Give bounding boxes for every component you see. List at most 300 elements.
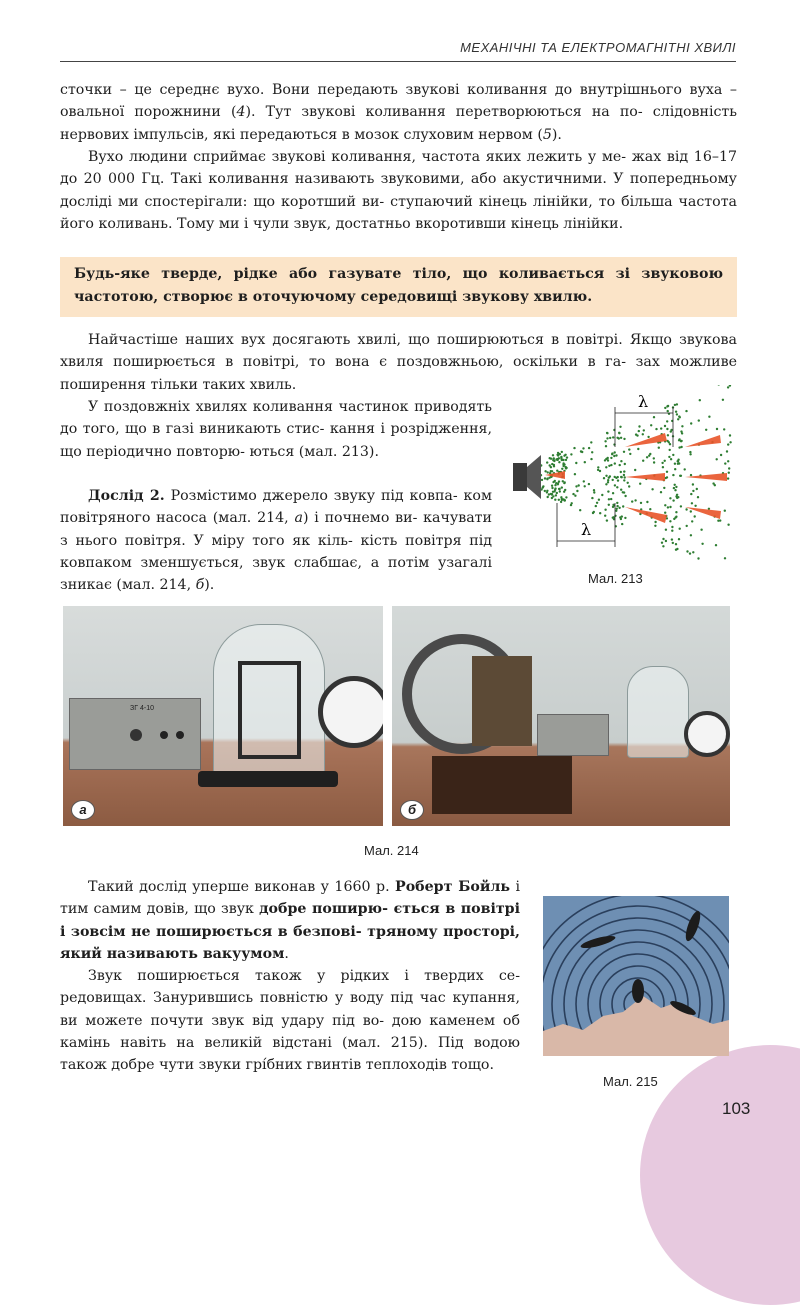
air-particle: [563, 491, 565, 493]
figure-213-diagram: [505, 385, 737, 570]
air-particle: [565, 496, 567, 498]
diver-bottom-center: [632, 979, 644, 1003]
air-particle: [728, 467, 730, 469]
air-particle: [612, 479, 614, 481]
air-particle: [664, 512, 666, 514]
air-particle: [675, 411, 677, 413]
air-particle: [590, 458, 592, 460]
air-particle: [596, 502, 598, 504]
air-particle: [610, 498, 612, 500]
air-particle: [601, 494, 603, 496]
air-particle: [605, 445, 607, 447]
sound-generator-small: [537, 714, 609, 756]
air-particle: [658, 447, 660, 449]
air-particle: [679, 416, 681, 418]
air-particle: [664, 407, 666, 409]
air-particle: [673, 518, 675, 520]
air-particle: [679, 528, 681, 530]
air-particle: [678, 538, 680, 540]
air-particle: [667, 434, 669, 436]
air-particle: [609, 437, 611, 439]
device-label: ЗГ 4-10: [130, 705, 154, 712]
air-particle: [554, 480, 556, 482]
air-particle: [575, 462, 577, 464]
air-particle: [623, 470, 625, 472]
air-particle: [561, 459, 563, 461]
air-particle: [634, 499, 636, 501]
air-particle: [690, 493, 692, 495]
air-particle: [556, 492, 558, 494]
paragraph-liquids-solids: Звук поширюється також у рідких і твердих се- редовищах. Занурившись повністю у воду під час купання, ви можете почути звук від удару під во- дою каменем об камінь навіть на великій відстані (мал. 215). Під водою також добре чути звуки грíбних гвинтів теплоходів тощо.: [60, 968, 520, 1074]
air-particle: [548, 493, 550, 495]
air-particle: [551, 497, 553, 499]
air-particle: [561, 468, 563, 470]
air-particle: [597, 466, 599, 468]
air-particle: [685, 410, 687, 412]
air-particle: [634, 469, 636, 471]
speaker-icon: [513, 463, 527, 491]
air-particle: [669, 506, 671, 508]
air-particle: [597, 469, 599, 471]
air-particle: [672, 474, 674, 476]
air-particle: [619, 464, 621, 466]
air-particle: [667, 410, 669, 412]
air-particle: [593, 489, 595, 491]
air-particle: [595, 505, 597, 507]
air-particle: [665, 540, 667, 542]
air-particle: [650, 424, 652, 426]
air-particle: [541, 479, 543, 481]
air-particle: [668, 456, 670, 458]
paragraph-air-waves: Найчастіше наших вух досягають хвилі, що поширюються в повітрі. Якщо звукова хвиля поширюється в повітрі, то вона є поздовжньою, оскільки в га- зах можливе поширення тільки таких хвиль.: [60, 332, 737, 393]
device-terminal: [160, 731, 168, 739]
air-particle: [669, 497, 671, 499]
air-particle: [612, 516, 614, 518]
air-particle: [562, 465, 564, 467]
air-particle: [686, 550, 688, 552]
experiment-title: Дослід 2.: [88, 488, 165, 504]
air-particle: [671, 526, 673, 528]
air-particle: [672, 542, 674, 544]
air-particle: [698, 419, 700, 421]
air-particle: [617, 479, 619, 481]
air-particle: [653, 461, 655, 463]
air-particle: [689, 552, 691, 554]
paragraph-audible-range: Вухо людини сприймає звукові коливання, частота яких лежить у ме- жах від 16–17 до 20 000 Гц. Такі коливання називають звуковими, або акустичними. У попередньому досліді ми спостерігали: що коротший ви- ступаючий кінець лінійки, то більша частота його коливань. Тому ми і чули звук, достатньо вкоротивши кінець лінійки.: [60, 149, 737, 232]
figure-213-caption: Мал. 213: [588, 571, 643, 586]
air-particle: [605, 466, 607, 468]
text-run: ).: [204, 577, 215, 594]
air-particle: [551, 485, 553, 487]
air-particle: [684, 468, 686, 470]
air-particle: [686, 525, 688, 527]
air-particle: [691, 502, 693, 504]
text-run: сточки – це середнє вухо. Вони передають звукові коливання до внутрішнього: [60, 82, 682, 98]
air-particle: [616, 508, 618, 510]
air-particle: [556, 470, 558, 472]
air-particle: [591, 451, 593, 453]
air-particle: [716, 428, 718, 430]
air-particle: [675, 511, 677, 513]
air-particle: [560, 456, 562, 458]
text-run: ).: [551, 126, 562, 143]
air-particle: [544, 490, 546, 492]
air-particle: [620, 437, 622, 439]
air-particle: [638, 430, 640, 432]
air-particle: [623, 451, 625, 453]
running-header: [60, 40, 736, 62]
air-particle: [666, 420, 668, 422]
text-run: 4: [236, 104, 246, 121]
air-particle: [558, 499, 560, 501]
bell-mechanism: [238, 661, 301, 759]
air-particle: [618, 432, 620, 434]
air-particle: [642, 433, 644, 435]
air-particle: [646, 501, 648, 503]
air-particle: [640, 502, 642, 504]
air-particle: [694, 515, 696, 517]
air-particle: [676, 403, 678, 405]
air-particle: [554, 499, 556, 501]
air-particle: [676, 413, 678, 415]
air-particle: [620, 471, 622, 473]
figure-215-diagram: [543, 896, 729, 1056]
air-particle: [579, 509, 581, 511]
air-particle: [573, 447, 575, 449]
air-particle: [549, 464, 551, 466]
air-particle: [564, 454, 566, 456]
air-particle: [606, 437, 608, 439]
air-particle: [624, 517, 626, 519]
air-particle: [618, 507, 620, 509]
air-particle: [680, 475, 682, 477]
air-particle: [727, 460, 729, 462]
text-run: 5: [542, 126, 552, 143]
air-particle: [574, 473, 576, 475]
air-particle: [667, 506, 669, 508]
air-particle: [590, 441, 592, 443]
air-particle: [692, 483, 694, 485]
air-particle: [546, 478, 548, 480]
air-particle: [646, 456, 648, 458]
air-particle: [615, 454, 617, 456]
air-particle: [681, 425, 683, 427]
air-particle: [672, 499, 674, 501]
key-conclusion: добре поширю- ється в повітрі і зовсім не поширюється в безпові- тряному просторі, який називають вакуумом: [60, 901, 520, 962]
air-particle: [553, 490, 555, 492]
pressure-gauge-small: [684, 711, 730, 757]
figure-214a-photo: [63, 606, 383, 826]
air-particle: [563, 499, 565, 501]
speaker-cone: [527, 455, 541, 499]
air-particle: [588, 447, 590, 449]
air-particle: [666, 405, 668, 407]
air-particle: [674, 489, 676, 491]
air-particle: [662, 466, 664, 468]
text-run: .: [284, 945, 289, 962]
air-particle: [559, 490, 561, 492]
air-particle: [623, 479, 625, 481]
air-particle: [690, 474, 692, 476]
air-particle: [620, 476, 622, 478]
air-particle: [619, 426, 621, 428]
air-particle: [544, 477, 546, 479]
page-corner-decoration: [640, 1045, 800, 1305]
air-particle: [676, 548, 678, 550]
air-particle: [552, 454, 554, 456]
air-particle: [692, 490, 694, 492]
air-particle: [722, 399, 724, 401]
air-particle: [671, 530, 673, 532]
air-particle: [622, 505, 624, 507]
air-particle: [542, 486, 544, 488]
air-particle: [556, 454, 558, 456]
air-particle: [551, 470, 553, 472]
air-particle: [677, 418, 679, 420]
air-particle: [671, 538, 673, 540]
air-particle: [718, 385, 720, 386]
air-particle: [611, 453, 613, 455]
paragraph-longitudinal: У поздовжніх хвилях коливання частинок приводять до того, що в газі виникають стис- кання і розрідження, що періодично повторю- ються (мал. 213).: [60, 399, 492, 460]
air-particle: [581, 451, 583, 453]
air-particle: [591, 497, 593, 499]
air-particle: [576, 490, 578, 492]
air-particle: [673, 487, 675, 489]
air-particle: [727, 524, 729, 526]
air-particle: [700, 529, 702, 531]
air-particle: [558, 461, 560, 463]
air-particle: [697, 557, 699, 559]
air-particle: [669, 449, 671, 451]
air-particle: [624, 476, 626, 478]
air-particle: [674, 484, 676, 486]
air-particle: [582, 447, 584, 449]
air-particle: [604, 440, 606, 442]
air-particle: [555, 482, 557, 484]
air-particle: [605, 483, 607, 485]
air-particle: [651, 488, 653, 490]
air-particle: [672, 454, 674, 456]
air-particle: [678, 446, 680, 448]
air-particle: [623, 474, 625, 476]
air-particle: [724, 462, 726, 464]
air-particle: [607, 479, 609, 481]
bell-jar-small: [627, 666, 689, 758]
air-particle: [612, 436, 614, 438]
air-particle: [647, 436, 649, 438]
air-particle: [584, 461, 586, 463]
text-run: ) і почнемо ви- качувати з нього повітря. У міру того як кіль- кість повітря під ковпаком зменшується, звук слабшає, а потім узагалі зникає (мал. 214,: [60, 510, 492, 594]
air-particle: [694, 505, 696, 507]
figure-215-caption: Мал. 215: [603, 1074, 658, 1089]
air-particle: [621, 523, 623, 525]
air-particle: [592, 512, 594, 514]
air-particle: [606, 519, 608, 521]
air-particle: [653, 416, 655, 418]
air-particle: [689, 453, 691, 455]
air-particle: [608, 477, 610, 479]
air-particle: [666, 428, 668, 430]
air-particle: [565, 459, 567, 461]
air-particle: [606, 432, 608, 434]
air-particle: [598, 499, 600, 501]
air-particle: [572, 493, 574, 495]
air-particle: [575, 485, 577, 487]
air-particle: [677, 460, 679, 462]
air-particle: [547, 496, 549, 498]
paragraph-boyle: [60, 876, 520, 965]
air-particle: [697, 496, 699, 498]
air-particle: [584, 485, 586, 487]
air-particle: [621, 515, 623, 517]
air-particle: [599, 512, 601, 514]
air-particle: [676, 496, 678, 498]
page-number: 103: [722, 1099, 751, 1118]
air-particle: [655, 428, 657, 430]
air-particle: [690, 422, 692, 424]
air-particle: [701, 543, 703, 545]
air-particle: [690, 534, 692, 536]
air-particle: [680, 430, 682, 432]
air-particle: [660, 427, 662, 429]
air-particle: [565, 467, 567, 469]
air-particle: [715, 544, 717, 546]
key-statement-box: Будь-яке тверде, рідке або газувате тіло, що коливається зі звуковою частотою, створює в оточуючому середовищі звукову хвилю.: [60, 257, 737, 317]
air-particle: [593, 491, 595, 493]
air-particle: [712, 482, 714, 484]
air-particle: [547, 471, 549, 473]
air-particle: [608, 504, 610, 506]
air-particle: [605, 475, 607, 477]
air-particle: [620, 489, 622, 491]
air-particle: [727, 477, 729, 479]
air-particle: [608, 498, 610, 500]
air-particle: [628, 485, 630, 487]
photo-label-b: б: [400, 800, 424, 820]
text-run: Такий дослід уперше виконав у 1660 р.: [88, 879, 396, 895]
air-particle: [557, 459, 559, 461]
air-particle: [574, 495, 576, 497]
air-particle: [708, 416, 710, 418]
air-particle: [615, 510, 617, 512]
air-particle: [674, 463, 676, 465]
air-particle: [664, 504, 666, 506]
air-particle: [639, 483, 641, 485]
air-particle: [638, 425, 640, 427]
air-particle: [570, 453, 572, 455]
air-particle: [669, 520, 671, 522]
air-particle: [726, 450, 728, 452]
air-particle: [724, 510, 726, 512]
paragraph-ear-anatomy: [60, 79, 737, 146]
air-particle: [691, 520, 693, 522]
air-particle: [665, 529, 667, 531]
air-particle: [546, 491, 548, 493]
air-particle: [544, 470, 546, 472]
air-particle: [662, 545, 664, 547]
air-particle: [566, 456, 568, 458]
air-particle: [616, 505, 618, 507]
text-run: вуха – овальної порожнини (: [60, 82, 737, 121]
air-particle: [664, 460, 666, 462]
air-particle: [678, 439, 680, 441]
air-particle: [620, 460, 622, 462]
air-particle: [662, 538, 664, 540]
air-particle: [727, 386, 729, 388]
air-particle: [729, 434, 731, 436]
device-knob: [130, 729, 142, 741]
air-particle: [561, 498, 563, 500]
air-particle: [675, 516, 677, 518]
air-particle: [727, 443, 729, 445]
text-run: слідовність нервових імпульсів, які передаються в мозок слуховим нервом (: [60, 104, 738, 143]
sound-generator-device: [69, 698, 201, 770]
air-particle: [548, 477, 550, 479]
air-particle: [620, 518, 622, 520]
air-particle: [689, 451, 691, 453]
air-particle: [674, 468, 676, 470]
air-particle: [570, 504, 572, 506]
air-particle: [546, 461, 548, 463]
air-particle: [720, 454, 722, 456]
air-particle: [642, 460, 644, 462]
air-particle: [618, 437, 620, 439]
air-particle: [624, 463, 626, 465]
air-particle: [676, 494, 678, 496]
air-particle: [648, 455, 650, 457]
air-particle: [612, 492, 614, 494]
air-particle: [690, 510, 692, 512]
air-particle: [674, 404, 676, 406]
air-particle: [654, 525, 656, 527]
text-run: а: [294, 510, 303, 527]
air-particle: [680, 440, 682, 442]
air-particle: [612, 506, 614, 508]
air-particle: [666, 471, 668, 473]
air-particle: [664, 425, 666, 427]
air-particle: [677, 463, 679, 465]
figure-214b-photo: [392, 606, 730, 826]
air-particle: [607, 481, 609, 483]
air-particle: [558, 488, 560, 490]
air-particle: [729, 385, 731, 387]
air-particle: [643, 429, 645, 431]
air-particle: [637, 448, 639, 450]
air-particle: [636, 434, 638, 436]
air-particle: [670, 458, 672, 460]
text-run: і тим самим довів, що звук: [60, 879, 521, 918]
scientist-name: Роберт Бойль: [395, 879, 511, 895]
air-particle: [723, 428, 725, 430]
air-particle: [675, 486, 677, 488]
air-particle: [729, 441, 731, 443]
air-particle: [680, 505, 682, 507]
pressure-gauge: [318, 676, 383, 748]
paragraph-experiment-2: [60, 485, 492, 596]
air-particle: [604, 509, 606, 511]
lambda-top-label: λ: [638, 392, 649, 411]
air-particle: [607, 490, 609, 492]
air-particle: [699, 399, 701, 401]
air-particle: [661, 462, 663, 464]
air-particle: [614, 462, 616, 464]
section-title: МЕХАНІЧНІ ТА ЕЛЕКТРОМАГНІТНІ ХВИЛІ: [460, 40, 736, 55]
air-particle: [649, 508, 651, 510]
text-run: ). Тут звукові коливання перетворюються на по-: [245, 104, 643, 121]
air-particle: [624, 495, 626, 497]
air-particle: [629, 453, 631, 455]
air-particle: [604, 459, 606, 461]
